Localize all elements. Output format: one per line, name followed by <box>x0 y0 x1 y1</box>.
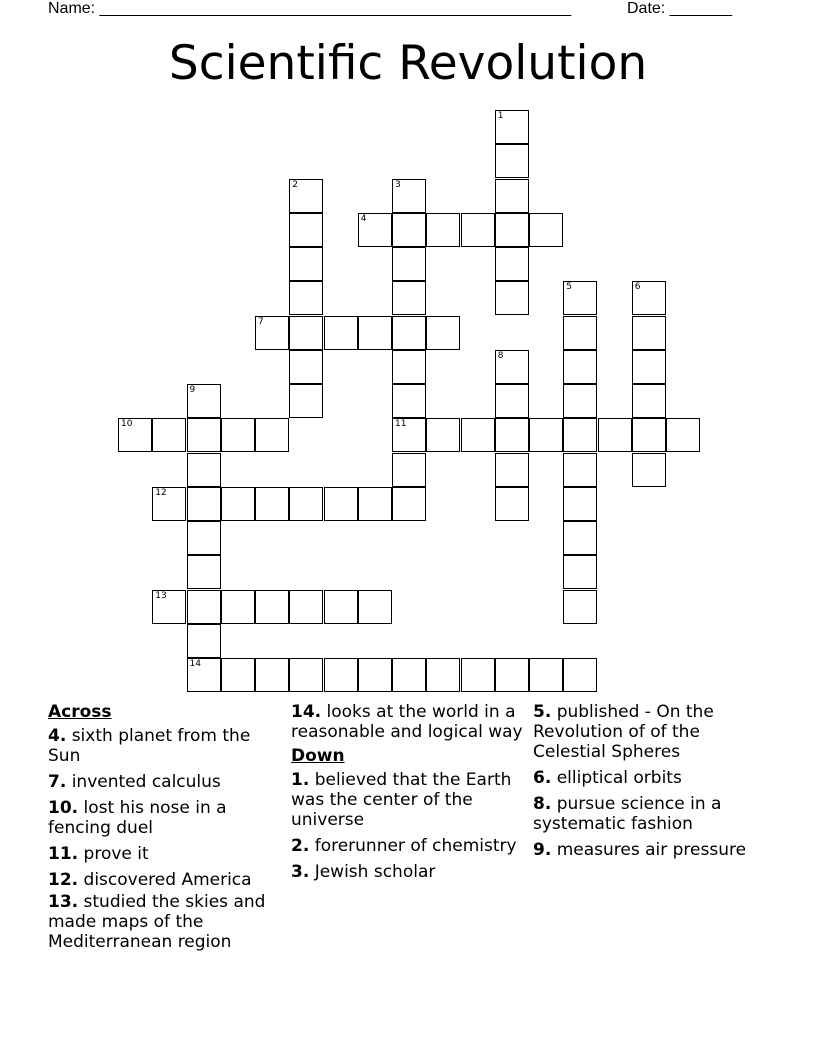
grid-cell[interactable] <box>324 658 358 692</box>
grid-cell[interactable] <box>255 590 289 624</box>
clue-text: prove it <box>83 844 149 864</box>
clue-number: 12. <box>48 870 79 890</box>
clue-text: Jewish scholar <box>314 862 436 882</box>
down-clue <box>533 768 765 788</box>
grid-cell[interactable] <box>289 179 323 213</box>
grid-cell[interactable] <box>563 453 597 487</box>
across-clue <box>48 892 280 952</box>
grid-cell[interactable] <box>563 590 597 624</box>
cell-number: 14 <box>189 659 201 669</box>
grid-cell[interactable] <box>495 144 529 178</box>
grid-cell[interactable] <box>563 658 597 692</box>
down-clue <box>291 862 523 882</box>
grid-cell[interactable] <box>632 281 666 315</box>
clue-number: 10. <box>48 798 79 818</box>
grid-cell[interactable] <box>289 590 323 624</box>
across-clue <box>48 870 280 890</box>
grid-cell[interactable] <box>358 658 392 692</box>
grid-cell[interactable] <box>598 418 632 452</box>
clue-number: 5. <box>533 702 552 722</box>
across-clue <box>48 798 280 838</box>
grid-cell[interactable] <box>289 350 323 384</box>
grid-cell[interactable] <box>495 658 529 692</box>
grid-cell[interactable] <box>221 487 255 521</box>
grid-cell[interactable] <box>632 350 666 384</box>
clue-text: looks at the world in a reasonable and logical way <box>291 702 523 742</box>
grid-cell[interactable] <box>495 418 529 452</box>
grid-cell[interactable] <box>563 316 597 350</box>
clue-text: elliptical orbits <box>556 768 682 788</box>
grid-cell[interactable] <box>632 316 666 350</box>
grid-cell[interactable] <box>221 590 255 624</box>
clue-text: believed that the Earth was the center of the universe <box>291 770 512 830</box>
grid-cell[interactable] <box>495 384 529 418</box>
grid-cell[interactable] <box>426 658 460 692</box>
grid-cell[interactable] <box>495 213 529 247</box>
grid-cell[interactable] <box>289 281 323 315</box>
cell-number: 6 <box>634 282 641 293</box>
grid-cell[interactable] <box>529 658 563 692</box>
grid-cell[interactable] <box>563 555 597 589</box>
grid-cell[interactable] <box>187 418 221 452</box>
down-clue <box>533 794 765 834</box>
grid-cell[interactable] <box>358 213 392 247</box>
grid-cell[interactable] <box>221 418 255 452</box>
clue-column-2 <box>291 702 523 888</box>
cell-number: 3 <box>395 179 401 190</box>
grid-cell[interactable] <box>392 453 426 487</box>
grid-cell[interactable] <box>187 521 221 555</box>
grid-cell[interactable] <box>495 110 529 144</box>
cell-number: 8 <box>497 350 504 361</box>
grid-cell[interactable] <box>118 418 152 452</box>
grid-cell[interactable] <box>289 316 323 350</box>
cell-number: 2 <box>292 179 298 190</box>
grid-cell[interactable] <box>563 487 597 521</box>
grid-cell[interactable] <box>392 384 426 418</box>
clue-number: 4. <box>48 726 67 746</box>
grid-cell[interactable] <box>358 316 392 350</box>
down-heading: Down <box>291 746 345 766</box>
grid-cell[interactable] <box>289 487 323 521</box>
grid-cell[interactable] <box>187 624 221 658</box>
grid-cell[interactable] <box>461 658 495 692</box>
cell-number: 1 <box>497 111 504 121</box>
clue-text: studied the skies and made maps of the Mediterranean region <box>48 892 266 952</box>
clue-text: measures air pressure <box>556 840 747 860</box>
grid-cell[interactable] <box>495 247 529 281</box>
grid-cell[interactable] <box>289 247 323 281</box>
grid-cell[interactable] <box>392 247 426 281</box>
grid-cell[interactable] <box>392 316 426 350</box>
cell-number: 13 <box>155 590 167 601</box>
clue-text: published - On the Revolution of of the Celestial Spheres <box>533 702 714 762</box>
clue-text: forerunner of chemistry <box>314 836 517 856</box>
grid-cell[interactable] <box>461 213 495 247</box>
across-clue <box>48 772 280 792</box>
down-clue <box>291 836 523 856</box>
grid-cell[interactable] <box>255 316 289 350</box>
grid-cell[interactable] <box>392 213 426 247</box>
grid-cell[interactable] <box>495 281 529 315</box>
grid-cell[interactable] <box>632 453 666 487</box>
clue-text: pursue science in a systematic fashion <box>533 794 722 834</box>
grid-cell[interactable] <box>426 418 460 452</box>
grid-cell[interactable] <box>563 384 597 418</box>
clue-text: discovered America <box>83 870 252 890</box>
grid-cell[interactable] <box>289 658 323 692</box>
grid-cell[interactable] <box>152 418 186 452</box>
cell-number: 5 <box>566 282 572 293</box>
down-clue <box>291 770 523 830</box>
grid-cell[interactable] <box>289 213 323 247</box>
across-clue <box>291 702 523 742</box>
grid-cell[interactable] <box>426 213 460 247</box>
grid-cell[interactable] <box>187 555 221 589</box>
grid-cell[interactable] <box>461 418 495 452</box>
grid-cell[interactable] <box>666 418 700 452</box>
grid-cell[interactable] <box>187 453 221 487</box>
across-heading: Across <box>48 702 112 722</box>
grid-cell[interactable] <box>632 418 666 452</box>
grid-cell[interactable] <box>255 658 289 692</box>
down-clue <box>533 840 765 860</box>
grid-cell[interactable] <box>392 179 426 213</box>
grid-cell[interactable] <box>358 590 392 624</box>
grid-cell[interactable] <box>563 350 597 384</box>
grid-cell[interactable] <box>563 281 597 315</box>
clue-number: 2. <box>291 836 310 856</box>
grid-cell[interactable] <box>324 487 358 521</box>
grid-cell[interactable] <box>289 384 323 418</box>
cell-number: 10 <box>121 419 133 430</box>
clue-number: 11. <box>48 844 79 864</box>
grid-cell[interactable] <box>563 521 597 555</box>
cell-number: 9 <box>189 385 196 395</box>
grid-cell[interactable] <box>221 658 255 692</box>
grid-cell[interactable] <box>529 418 563 452</box>
grid-cell[interactable] <box>392 418 426 452</box>
clue-number: 6. <box>533 768 552 788</box>
cell-number: 11 <box>395 419 407 430</box>
grid-cell[interactable] <box>152 487 186 521</box>
grid-cell[interactable] <box>358 487 392 521</box>
cell-number: 7 <box>258 316 264 327</box>
grid-cell[interactable] <box>495 350 529 384</box>
clue-text: sixth planet from the Sun <box>48 726 251 766</box>
across-clue <box>48 726 280 766</box>
grid-cell[interactable] <box>255 418 289 452</box>
clue-number: 9. <box>533 840 552 860</box>
clue-text: lost his nose in a fencing duel <box>48 798 227 838</box>
grid-cell[interactable] <box>632 384 666 418</box>
cell-number: 12 <box>155 487 167 498</box>
clue-number: 14. <box>291 702 322 722</box>
down-clue <box>533 702 765 762</box>
across-clue <box>48 844 280 864</box>
grid-cell[interactable] <box>563 418 597 452</box>
grid-cell[interactable] <box>187 487 221 521</box>
grid-cell[interactable] <box>529 213 563 247</box>
grid-cell[interactable] <box>495 487 529 521</box>
clue-number: 13. <box>48 892 79 912</box>
grid-cell[interactable] <box>392 658 426 692</box>
clue-number: 8. <box>533 794 552 814</box>
grid-cell[interactable] <box>426 316 460 350</box>
page-title: Scientific Revolution <box>168 36 648 91</box>
grid-cell[interactable] <box>495 453 529 487</box>
clue-text: invented calculus <box>71 772 221 792</box>
grid-cell[interactable] <box>495 179 529 213</box>
grid-cell[interactable] <box>152 590 186 624</box>
date-field-label: Date: _______ <box>627 0 732 17</box>
grid-cell[interactable] <box>392 487 426 521</box>
grid-cell[interactable] <box>392 350 426 384</box>
grid-cell[interactable] <box>324 316 358 350</box>
grid-cell[interactable] <box>187 384 221 418</box>
grid-cell[interactable] <box>392 281 426 315</box>
clue-number: 7. <box>48 772 67 792</box>
grid-cell[interactable] <box>187 590 221 624</box>
grid-cell[interactable] <box>187 658 221 692</box>
cell-number: 4 <box>360 213 367 224</box>
clue-number: 3. <box>291 862 310 882</box>
clue-column-3 <box>533 702 765 866</box>
clue-column-1 <box>48 702 280 958</box>
name-field-label: Name: _____________________________________________________ <box>48 0 572 17</box>
grid-cell[interactable] <box>324 590 358 624</box>
grid-cell[interactable] <box>255 487 289 521</box>
clue-number: 1. <box>291 770 310 790</box>
